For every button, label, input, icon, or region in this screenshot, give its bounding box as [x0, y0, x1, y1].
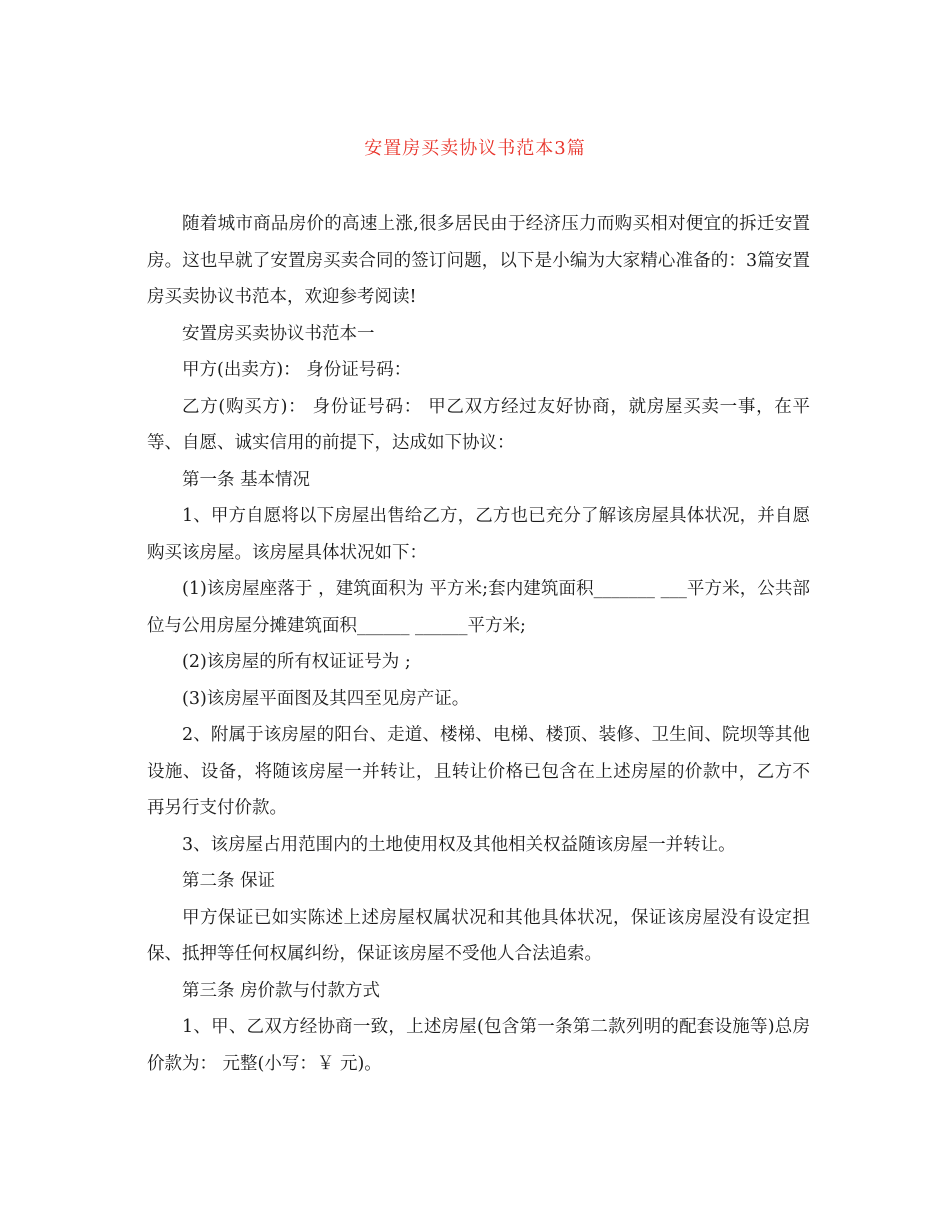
article-two-heading: 第二条 保证: [182, 871, 276, 891]
article-one-heading: 第一条 基本情况: [182, 469, 311, 490]
document-body: [147, 206, 810, 1082]
document-title: 安置房买卖协议书范本3篇: [364, 138, 586, 159]
article-one-item-1: (1)该房屋座落于 ，建筑面积为 平方米;套内建筑面积_______ ___平方米，公共部位与公用房屋分摊建筑面积______ ______平方米;: [147, 579, 810, 636]
article-three-heading: 第三条 房价款与付款方式: [182, 980, 381, 1001]
article-two-paragraph: 甲方保证已如实陈述上述房屋权属状况和其他具体状况，保证该房屋没有设定担保、抵押等任何权属纠纷，保证该房屋不受他人合法追索。: [147, 907, 810, 964]
party-a-line: 甲方(出卖方)： 身份证号码：: [182, 360, 412, 380]
article-one-clause-2: 2、附属于该房屋的阳台、走道、楼梯、电梯、楼顶、装修、卫生间、院坝等其他设施、设备，将随该房屋一并转让，且转让价格已包含在上述房屋的价款中，乙方不再另行支付价款。: [147, 725, 810, 818]
article-three-clause-1: 1、甲、乙双方经协商一致，上述房屋(包含第一条第二款列明的配套设施等)总房价款为： 元整(小写：￥ 元)。: [147, 1017, 810, 1074]
section-heading-agreement-one: 安置房买卖协议书范本一: [182, 323, 375, 344]
article-one-clause-1: 1、甲方自愿将以下房屋出售给乙方，乙方也已充分了解该房屋具体状况，并自愿购买该房屋。该房屋具体状况如下：: [147, 506, 810, 563]
article-one-clause-3: 3、该房屋占用范围内的土地使用权及其他相关权益随该房屋一并转让。: [182, 834, 736, 855]
article-one-item-2: (2)该房屋的所有权证证号为 ;: [182, 652, 411, 672]
article-one-item-3: (3)该房屋平面图及其四至见房产证。: [182, 688, 470, 709]
intro-paragraph: 随着城市商品房价的高速上涨,很多居民由于经济压力而购买相对便宜的拆迁安置房。这也早就了安置房买卖合同的签订问题，以下是小编为大家精心准备的：3篇安置房买卖协议书范本，欢迎参考阅读!: [147, 214, 810, 307]
party-b-paragraph: 乙方(购买方)： 身份证号码： 甲乙双方经过友好协商，就房屋买卖一事，在平等、自愿、诚实信用的前提下，达成如下协议：: [147, 396, 810, 453]
